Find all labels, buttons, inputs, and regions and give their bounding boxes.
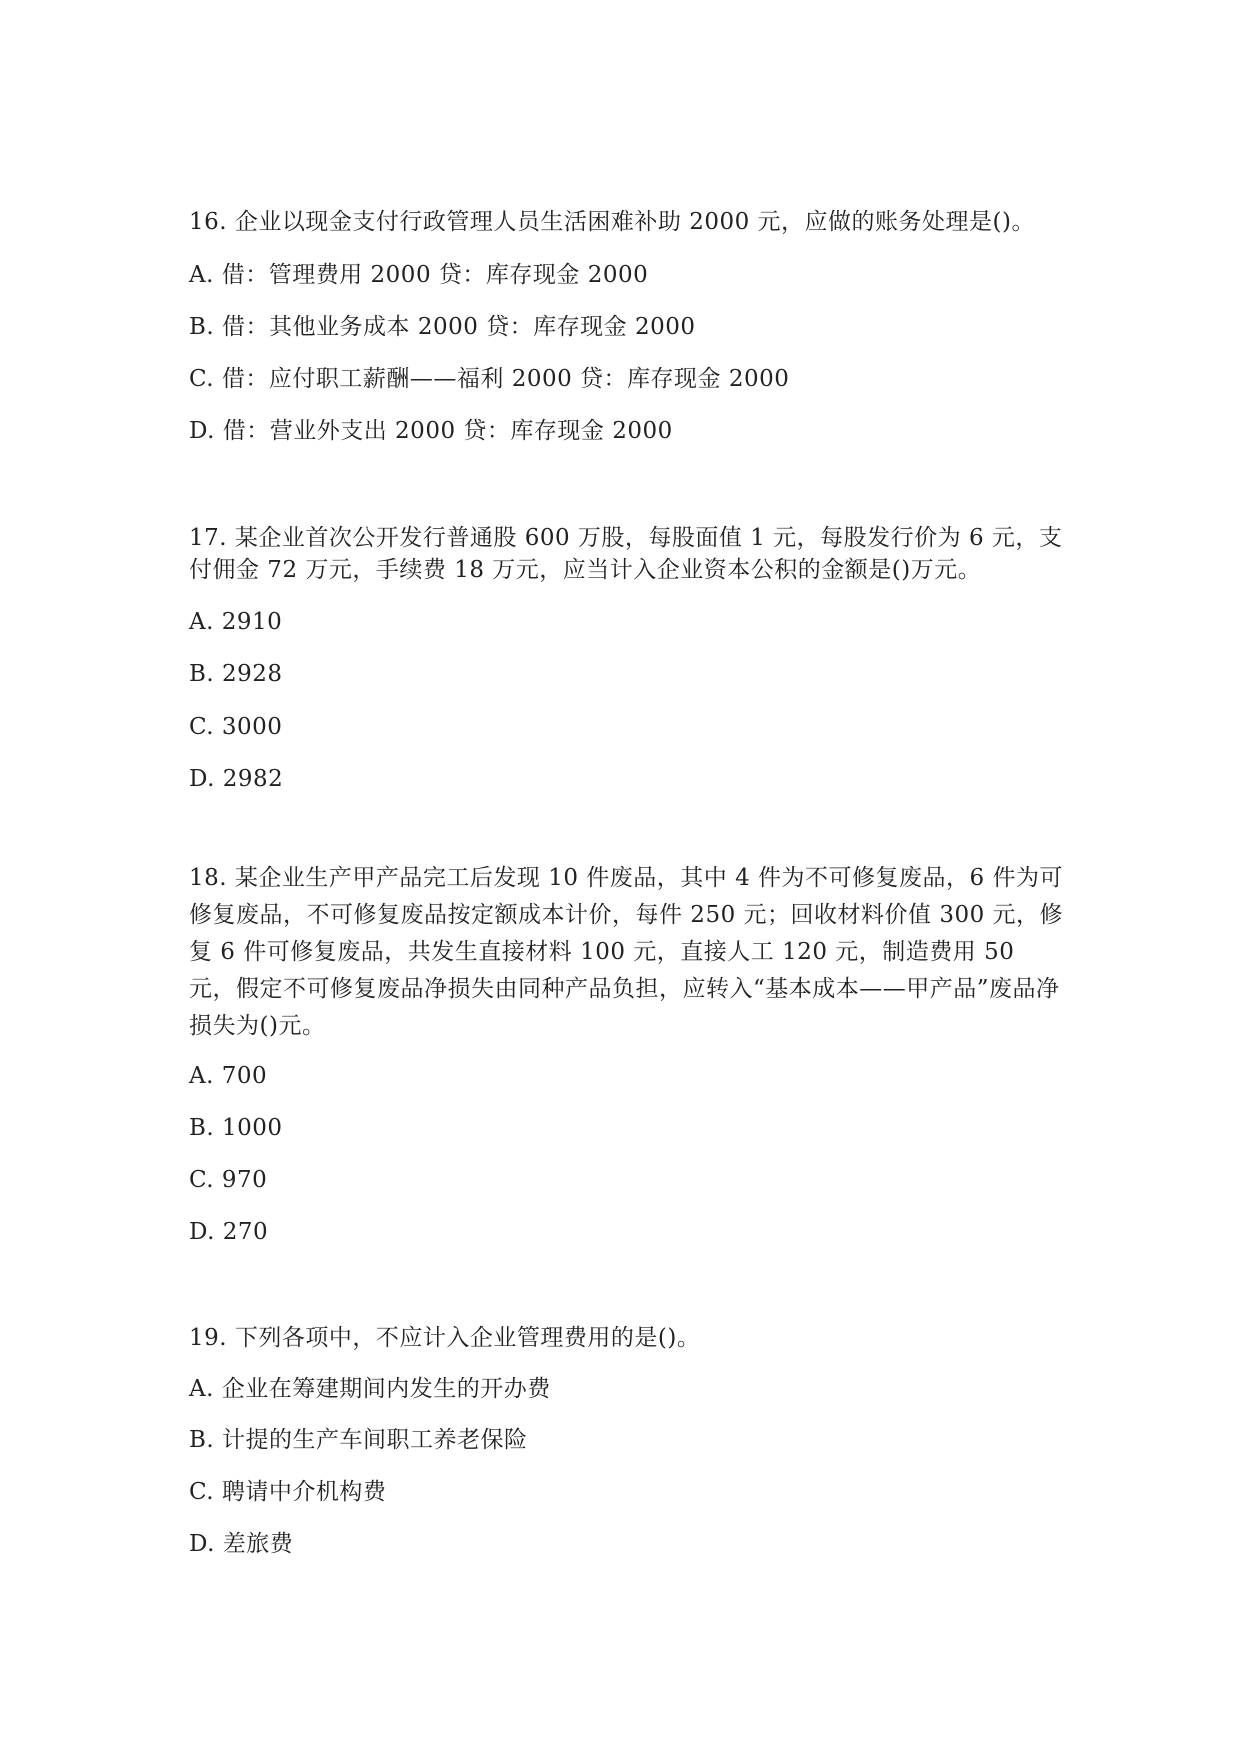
option-a: A. 借：管理费用 2000 贷：库存现金 2000 — [189, 262, 649, 288]
option-c: C. 3000 — [189, 714, 283, 740]
option-b: B. 2928 — [189, 661, 283, 687]
option-d: D. 2982 — [189, 766, 284, 792]
question-stem: 19. 下列各项中，不应计入企业管理费用的是()。 — [189, 1325, 701, 1351]
option-d: D. 借：营业外支出 2000 贷：库存现金 2000 — [189, 418, 673, 444]
option-d: D. 270 — [189, 1219, 269, 1245]
question-stem: 17. 某企业首次公开发行普通股 600 万股，每股面值 1 元，每股发行价为 6 元，支付佣金 72 万元，手续费 18 万元，应当计入企业资本公积的金额是()万元。 — [189, 525, 1063, 583]
option-c: C. 借：应付职工薪酬——福利 2000 贷：库存现金 2000 — [189, 366, 790, 392]
option-a: A. 企业在筹建期间内发生的开办费 — [189, 1376, 551, 1402]
option-a: A. 700 — [189, 1063, 268, 1089]
question-stem: 18. 某企业生产甲产品完工后发现 10 件废品，其中 4 件为不可修复废品，6 件为可修复废品，不可修复废品按定额成本计价，每件 250 元；回收材料价值 300 元，修复 6 件可修复废品，共发生直接材料 100 元，直接人工 120 元，制造费用 50 元，假定不可修复废品净损失由同种产品负担，应转入“基本成本——甲产品”废品净损失为()元。 — [189, 865, 1064, 1039]
question-stem: 16. 企业以现金支付行政管理人员生活困难补助 2000 元，应做的账务处理是()。 — [189, 209, 1035, 235]
option-b: B. 1000 — [189, 1115, 283, 1141]
option-a: A. 2910 — [189, 609, 283, 635]
option-c: C. 聘请中介机构费 — [189, 1479, 387, 1505]
option-d: D. 差旅费 — [189, 1531, 294, 1557]
option-c: C. 970 — [189, 1167, 268, 1193]
option-b: B. 计提的生产车间职工养老保险 — [189, 1427, 528, 1453]
option-b: B. 借：其他业务成本 2000 贷：库存现金 2000 — [189, 314, 696, 340]
